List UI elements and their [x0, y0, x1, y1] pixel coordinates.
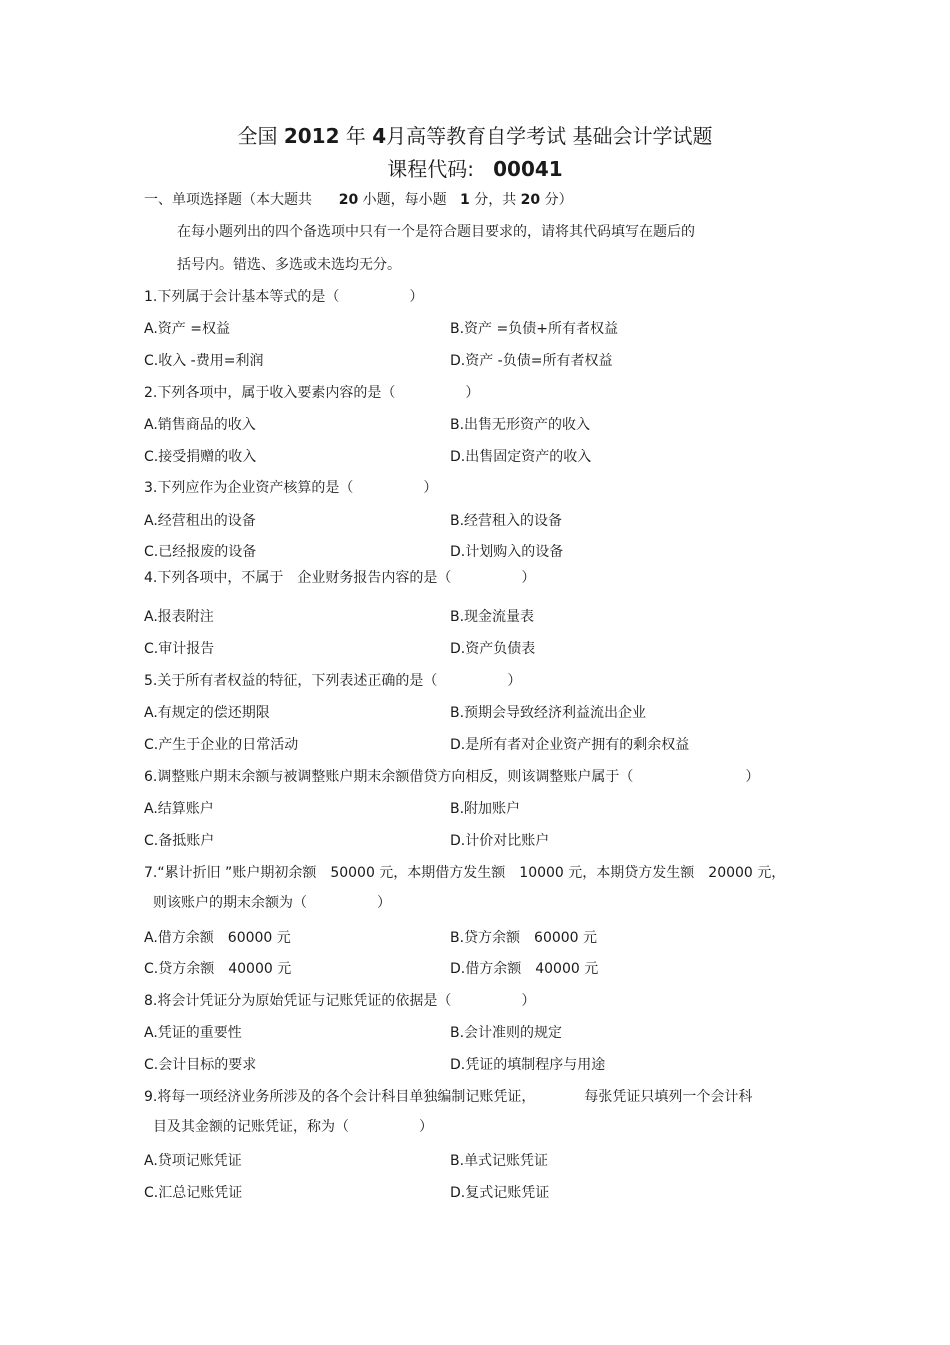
question-2-stem: 2.下列各项中，属于收入要素内容的是（ ） — [144, 385, 480, 401]
question-6-option-d: D.计价对比账户 — [450, 833, 550, 849]
section-total: 20 — [520, 192, 541, 208]
section-heading — [144, 191, 573, 209]
section-count: 20 — [338, 192, 359, 208]
title-year: 2012 — [283, 124, 340, 148]
question-6-option-a: A.结算账户 — [144, 801, 214, 817]
question-2-option-d: D.出售固定资产的收入 — [450, 449, 592, 465]
course-code — [0, 153, 950, 182]
question-7-stem-continued: 则该账户的期末余额为（ ） — [153, 895, 391, 911]
question-4-option-b: B.现金流量表 — [450, 609, 535, 625]
question-6-stem: 6.调整账户期末余额与被调整账户期末余额借贷方向相反，则该调整账户属于（ ） — [144, 769, 760, 785]
course-code-value: 00041 — [493, 157, 563, 181]
question-7-option-c: C.贷方余额 40000 元 — [144, 961, 292, 977]
title-month: 4 — [372, 124, 387, 148]
question-8-option-a: A.凭证的重要性 — [144, 1025, 242, 1041]
question-8-option-b: B.会计准则的规定 — [450, 1025, 563, 1041]
course-code-label: 课程代码: — [387, 157, 475, 181]
question-5-option-c: C.产生于企业的日常活动 — [144, 737, 299, 753]
exam-title — [0, 120, 950, 149]
instruction-line-2: 括号内。错选、多选或未选均无分。 — [177, 257, 401, 273]
question-3-option-c: C.已经报废的设备 — [144, 544, 257, 560]
question-9-option-d: D.复式记账凭证 — [450, 1185, 550, 1201]
question-3-option-b: B.经营租入的设备 — [450, 513, 563, 529]
question-4-option-a: A.报表附注 — [144, 609, 214, 625]
section-heading-d: 分） — [544, 192, 573, 208]
question-1-option-c: C.收入 -费用=利润 — [144, 353, 264, 369]
title-rest: 月高等教育自学考试 基础会计学试题 — [386, 124, 713, 148]
section-heading-b: 小题，每小题 — [362, 192, 447, 208]
question-6-option-c: C.备抵账户 — [144, 833, 215, 849]
section-heading-a: 一、单项选择题（本大题共 — [144, 192, 312, 208]
title-year-suffix: 年 — [345, 124, 366, 148]
question-3-option-d: D.计划购入的设备 — [450, 544, 564, 560]
question-3-option-a: A.经营租出的设备 — [144, 513, 256, 529]
question-5-option-a: A.有规定的偿还期限 — [144, 705, 270, 721]
question-8-option-d: D.凭证的填制程序与用途 — [450, 1057, 606, 1073]
question-5-option-d: D.是所有者对企业资产拥有的剩余权益 — [450, 737, 690, 753]
question-4-stem: 4.下列各项中，不属于 企业财务报告内容的是（ ） — [144, 570, 536, 586]
question-8-option-c: C.会计目标的要求 — [144, 1057, 257, 1073]
question-9-option-c: C.汇总记账凭证 — [144, 1185, 243, 1201]
question-2-option-c: C.接受捐赠的收入 — [144, 449, 257, 465]
question-7-option-d: D.借方余额 40000 元 — [450, 961, 599, 977]
question-7-stem: 7.“累计折旧 ”账户期初余额 50000 元，本期借方发生额 10000 元，本期贷方发生额 20000 元， — [144, 865, 786, 881]
instruction-line-1: 在每小题列出的四个备选项中只有一个是符合题目要求的，请将其代码填写在题后的 — [177, 224, 695, 240]
question-9-option-a: A.贷项记账凭证 — [144, 1153, 242, 1169]
question-7-option-b: B.贷方余额 60000 元 — [450, 930, 598, 946]
question-6-option-b: B.附加账户 — [450, 801, 521, 817]
question-5-option-b: B.预期会导致经济利益流出企业 — [450, 705, 647, 721]
question-1-option-d: D.资产 -负债=所有者权益 — [450, 353, 613, 369]
question-4-option-c: C.审计报告 — [144, 641, 215, 657]
question-3-stem: 3.下列应作为企业资产核算的是（ ） — [144, 480, 438, 496]
title-prefix: 全国 — [237, 124, 278, 148]
question-8-stem: 8.将会计凭证分为原始凭证与记账凭证的依据是（ ） — [144, 993, 536, 1009]
question-9-option-b: B.单式记账凭证 — [450, 1153, 549, 1169]
question-2-option-b: B.出售无形资产的收入 — [450, 417, 591, 433]
question-7-option-a: A.借方余额 60000 元 — [144, 930, 291, 946]
question-1-stem: 1.下列属于会计基本等式的是（ ） — [144, 289, 424, 305]
question-1-option-a: A.资产 =权益 — [144, 321, 230, 337]
section-heading-c: 分，共 — [474, 192, 517, 208]
question-5-stem: 5.关于所有者权益的特征，下列表述正确的是（ ） — [144, 673, 522, 689]
question-4-option-d: D.资产负债表 — [450, 641, 536, 657]
section-points: 1 — [460, 192, 470, 208]
question-9-stem-continued: 目及其金额的记账凭证，称为（ ） — [153, 1119, 433, 1135]
question-9-stem: 9.将每一项经济业务所涉及的各个会计科目单独编制记账凭证， 每张凭证只填列一个会计科 — [144, 1089, 753, 1105]
question-2-option-a: A.销售商品的收入 — [144, 417, 256, 433]
question-1-option-b: B.资产 =负债+所有者权益 — [450, 321, 618, 337]
